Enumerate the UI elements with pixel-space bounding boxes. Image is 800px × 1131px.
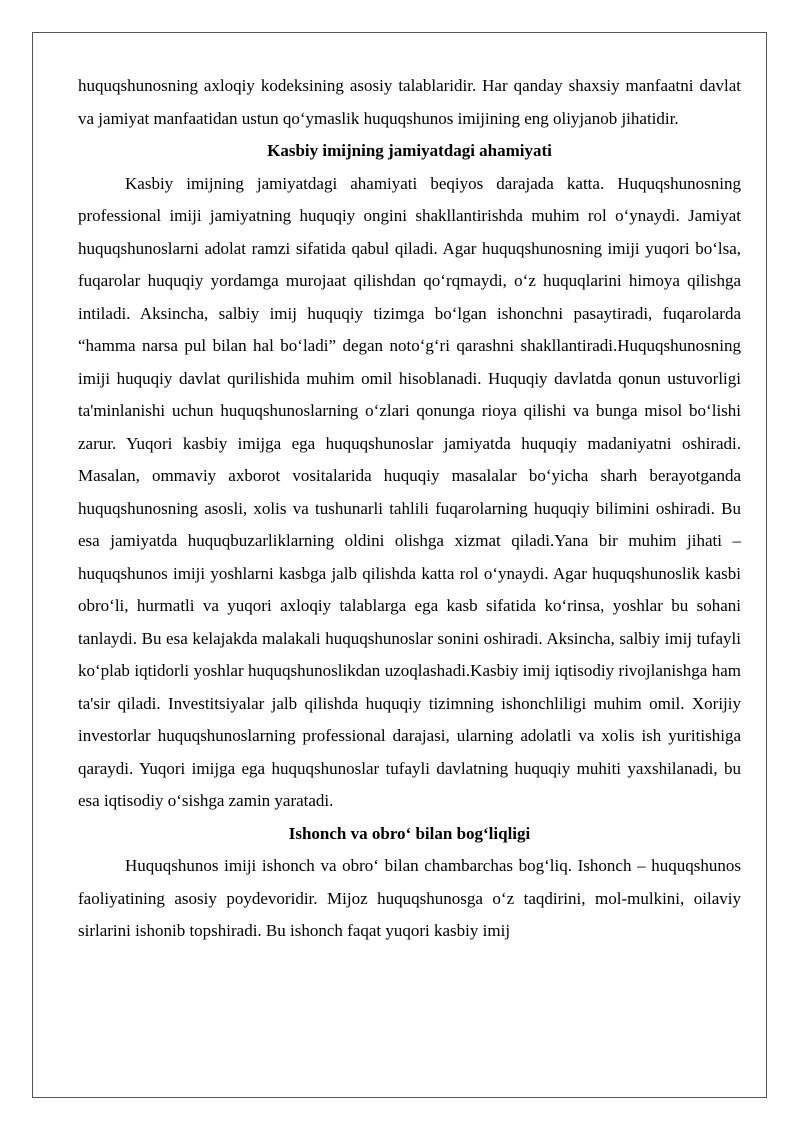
- paragraph-image-importance: Kasbiy imijning jamiyatdagi ahamiyati beqiyos darajada katta. Huquqshunosning professional imiji jamiyatning huquqiy ongini shakllantirishda muhim rol o‘ynaydi. Jamiyat huquqshunoslarni adolat ramzi sifatida qabul qiladi. Agar huquqshunosning imiji yuqori bo‘lsa, fuqarolar huquqiy yordamga murojaat qilishdan qo‘rqmaydi, o‘z huquqlarini himoya qilishga intiladi. Aksincha, salbiy imij huquqiy tizimga bo‘lgan ishonchni pasaytiradi, fuqarolarda “hamma narsa pul bilan hal bo‘ladi” degan noto‘g‘ri qarashni shakllantiradi.Huquqshunosning imiji huquqiy davlat qurilishida muhim omil hisoblanadi. Huquqiy davlatda qonun ustuvorligi ta'minlanishi uchun huquqshunoslarning o‘zlari qonunga rioya qilishi va bunga misol bo‘lishi zarur. Yuqori kasbiy imijga ega huquqshunoslar jamiyatda huquqiy madaniyatni oshiradi. Masalan, ommaviy axborot vositalarida huquqiy masalalar bo‘yicha sharh berayotganda huquqshunosning asosli, xolis va tushunarli tahlili fuqarolarning huquqiy bilimini oshiradi. Bu esa jamiyatda huquqbuzarliklarning oldini olishga xizmat qiladi.Yana bir muhim jihati – huquqshunos imiji yoshlarni kasbga jalb qilishda katta rol o‘ynaydi. Agar huquqshunoslik kasbi obro‘li, hurmatli va yuqori axloqiy talablarga ega kasb sifatida ko‘rinsa, yoshlar bu sohani tanlaydi. Bu esa kelajakda malakali huquqshunoslar sonini oshiradi. Aksincha, salbiy imij tufayli ko‘plab iqtidorli yoshlar huquqshunoslikdan uzoqlashadi.Kasbiy imij iqtisodiy rivojlanishga ham ta'sir qiladi. Investitsiyalar jalb qilishda huquqiy tizimning ishonchliligi muhim omil. Xorijiy investorlar huquqshunoslarning professional darajasi, ularning adolatli va xolis ish yuritishiga qaraydi. Yuqori imijga ega huquqshunoslar tufayli davlatning huquqiy muhiti yaxshilanadi, bu esa iqtisodiy o‘sishga zamin yaratadi.: [78, 173, 741, 810]
- section-heading-image-importance: Kasbiy imijning jamiyatdagi ahamiyati: [267, 141, 552, 160]
- paragraph-trust-reputation: Huquqshunos imiji ishonch va obro‘ bilan chambarchas bog‘liq. Ishonch – huquqshunos faoliyatining asosiy poydevoridir. Mijoz huquqshunosga o‘z taqdirini, mol-mulkini, oilaviy sirlarini ishonib topshiradi. Bu ishonch faqat yuqori kasbiy imij: [78, 856, 741, 940]
- paragraph-continuation: huquqshunosning axloqiy kodeksining asosiy talablaridir. Har qanday shaxsiy manfaatni davlat va jamiyat manfaatidan ustun qo‘ymaslik huquqshunos imijining eng oliyjanob jihatidir.: [78, 76, 741, 128]
- document-body: [78, 70, 741, 948]
- section-heading-trust-reputation: Ishonch va obro‘ bilan bog‘liqligi: [288, 823, 531, 843]
